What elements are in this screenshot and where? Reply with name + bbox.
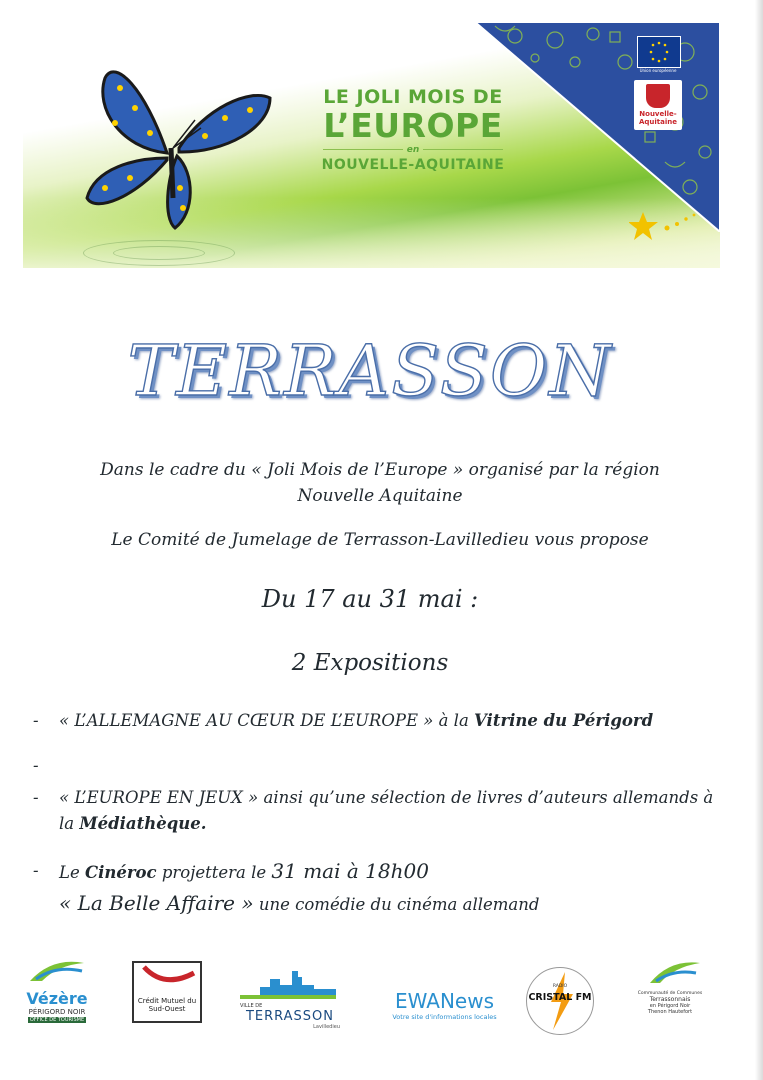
sponsor-cristal-fm-logo: [520, 955, 600, 1035]
sponsor-terrasson-logo: [240, 955, 340, 1035]
list-item-text: [59, 785, 719, 837]
vezere-bird-icon: [22, 955, 92, 985]
intro-line1: Dans le cadre du « Joli Mois de l’Europe » organisé par la région: [100, 460, 660, 480]
credit-mutuel-swoosh-icon: [134, 963, 200, 993]
region-shield-icon: [646, 84, 670, 108]
ewanews-name: EWANews: [394, 989, 495, 1013]
sponsor-ewanews-logo: [392, 955, 497, 1035]
list-dash: -: [33, 756, 39, 775]
terrasson-name: TERRASSON: [245, 1009, 335, 1024]
region-label: Nouvelle-Aquitaine: [638, 110, 677, 126]
list-item-text: [59, 708, 719, 734]
banner-title: [293, 86, 533, 174]
vezere-tag: OFFICE DE TOURISME: [29, 1017, 85, 1023]
banner-title-line1: LE JOLI MOIS DE: [323, 86, 503, 108]
intro-line2: Nouvelle Aquitaine: [297, 486, 463, 506]
communaute-line: Thenon Hautefort: [647, 1009, 693, 1015]
banner-title-line2: L’EUROPE: [323, 106, 503, 145]
intro-paragraph: [40, 457, 720, 509]
eu-logo-label: Union européenne: [639, 68, 677, 73]
cristal-name: CRISTAL FM: [528, 992, 592, 1003]
intro-committee-line: Le Comité de Jumelage de Terrasson-Lavilledieu vous propose: [111, 530, 649, 550]
list-dash: -: [33, 711, 39, 730]
item-text: projettera le: [156, 863, 272, 882]
vezere-sub: PÉRIGORD NOIR: [28, 1008, 86, 1016]
ewanews-tagline: Votre site d'informations locales: [392, 1013, 497, 1021]
eu-flag-logo: [637, 36, 681, 68]
item-text: une comédie du cinéma allemand: [253, 895, 540, 914]
event-dates: Du 17 au 31 mai :: [261, 585, 479, 613]
item-bold-text: Médiathèque.: [79, 814, 207, 833]
communaute-line: Terrassonnais: [649, 996, 691, 1003]
item-bold-text: Cinéroc: [84, 863, 157, 882]
terrasson-small: VILLE DE: [240, 1003, 263, 1009]
town-title: TERRASSON: [127, 330, 613, 412]
vezere-name: Vézère: [26, 989, 88, 1008]
butterfly-icon: [75, 48, 275, 238]
terrasson-sub: Lavilledieu: [313, 1024, 340, 1030]
film-title: « La Belle Affaire »: [59, 891, 254, 915]
item-bold-text: Vitrine du Périgord: [474, 711, 654, 730]
banner-title-connector: [293, 144, 533, 156]
communaute-line: Communauté de Communes: [637, 991, 703, 996]
banner-title-line3: NOUVELLE-AQUITAINE: [321, 157, 505, 173]
nouvelle-aquitaine-logo: [634, 80, 682, 130]
terrasson-skyline-icon: [240, 965, 336, 999]
event-banner: [23, 22, 720, 268]
item-text: « L’ALLEMAGNE AU CŒUR DE L’EUROPE » à la: [59, 711, 475, 730]
list-item-text: [59, 858, 719, 918]
sponsor-vezere-logo: [22, 955, 92, 1035]
cristal-small: RADIO: [552, 984, 568, 989]
stars-icon: [629, 208, 709, 248]
water-ripple-inner: [113, 246, 205, 260]
communaute-bird-icon: [634, 955, 706, 987]
communaute-line: en Périgord Noir: [649, 1003, 691, 1009]
screening-time: 31 mai à 18h00: [271, 859, 429, 883]
expositions-heading: 2 Expositions: [291, 650, 449, 676]
credit-mutuel-name: Crédit Mutuel du Sud-Ouest: [137, 997, 197, 1013]
page-edge: [755, 0, 763, 1080]
sponsor-credit-mutuel-logo: [132, 955, 202, 1035]
sponsor-communaute-logo: [634, 955, 706, 1035]
item-text: « L’EUROPE EN JEUX » ainsi qu’une sélection de livres d’auteurs allemands à la: [59, 788, 714, 833]
list-dash: -: [33, 861, 39, 880]
list-dash: -: [33, 788, 39, 807]
banner-title-en: en: [406, 145, 420, 155]
item-text: Le: [59, 863, 85, 882]
